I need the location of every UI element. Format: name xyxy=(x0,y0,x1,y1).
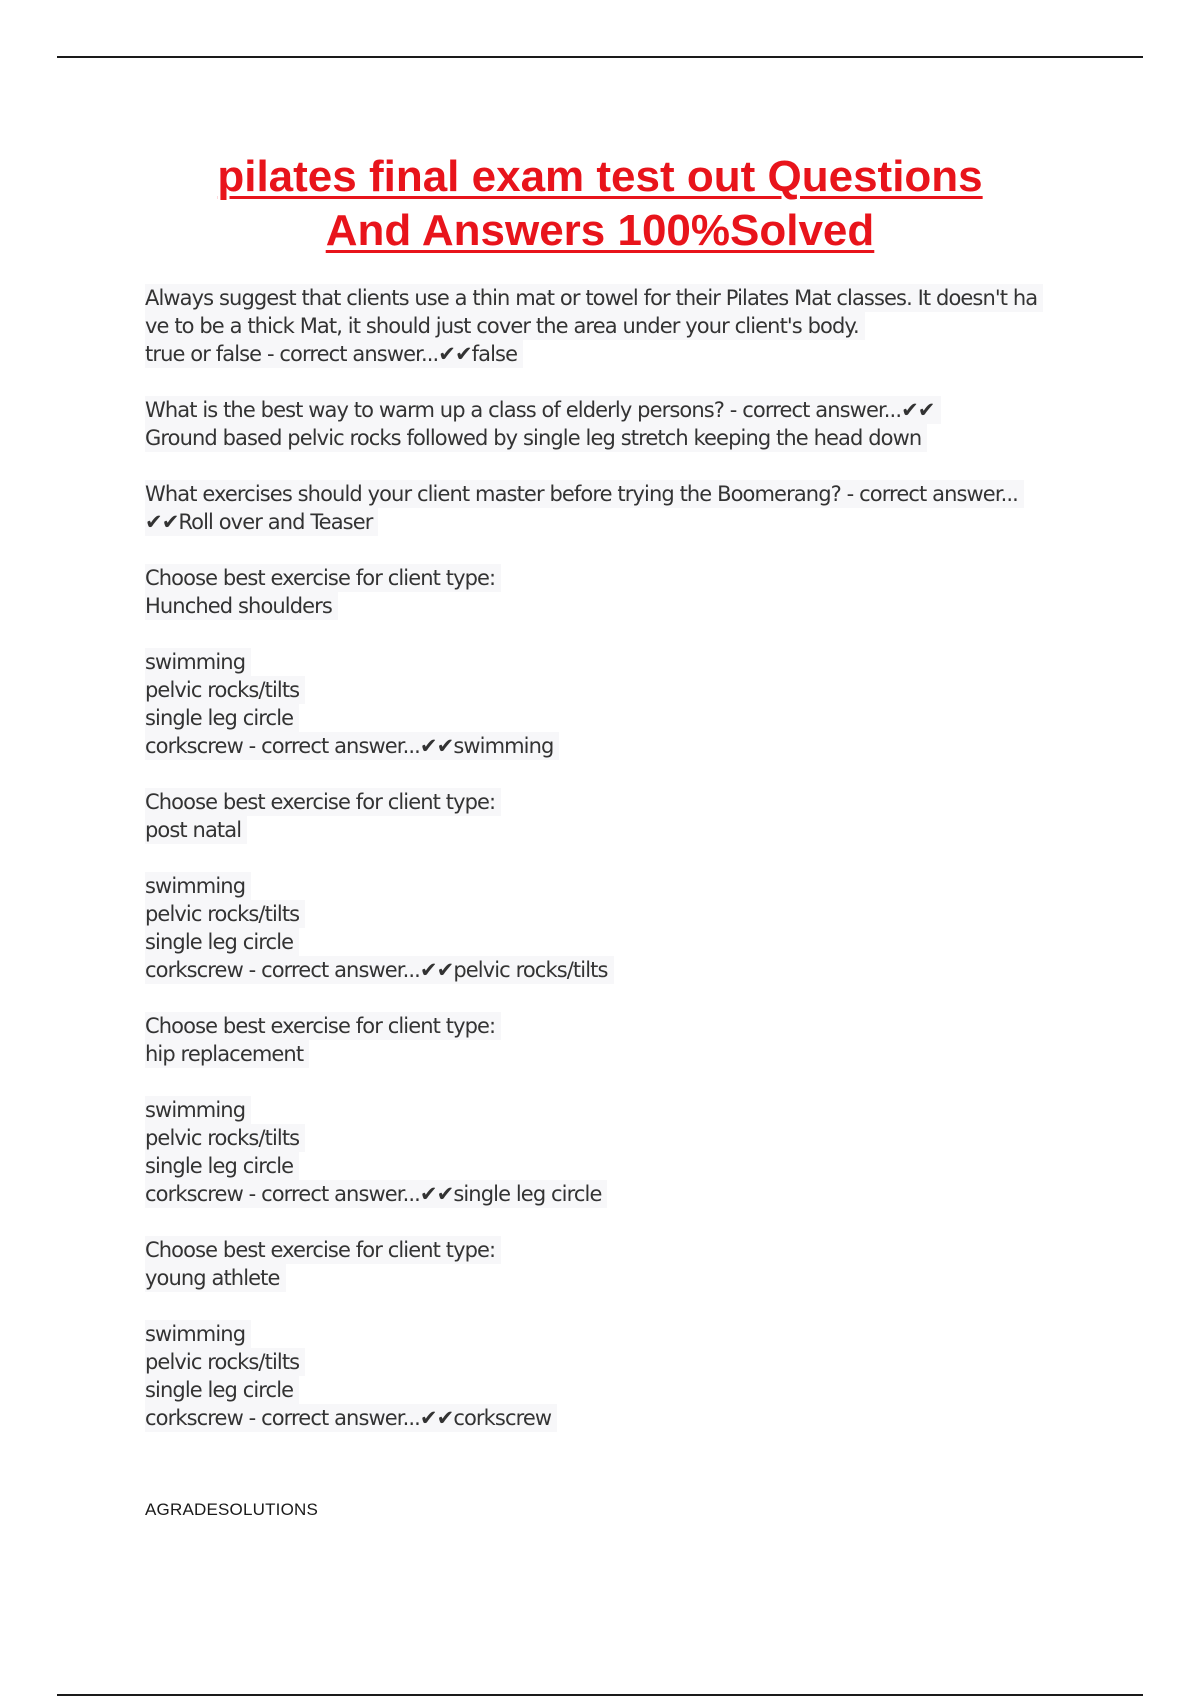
question-line: hip replacement xyxy=(145,1040,309,1068)
qa-item xyxy=(145,396,1095,452)
answer-options xyxy=(145,1096,1095,1208)
option-item: swimming xyxy=(145,872,251,900)
question-line: Choose best exercise for client type: xyxy=(145,564,501,592)
question-line: true or false - correct answer...✔✔false xyxy=(145,340,523,368)
qa-item xyxy=(145,564,1095,760)
question-text xyxy=(145,480,1095,536)
option-item: single leg circle xyxy=(145,704,299,732)
question-text xyxy=(145,564,1095,620)
answer-options xyxy=(145,872,1095,984)
question-line: ✔✔Roll over and Teaser xyxy=(145,508,378,536)
question-text xyxy=(145,396,1095,452)
question-line: young athlete xyxy=(145,1264,286,1292)
option-item: pelvic rocks/tilts xyxy=(145,900,305,928)
option-with-answer: corkscrew - correct answer...✔✔swimming xyxy=(145,732,559,760)
option-item: pelvic rocks/tilts xyxy=(145,676,305,704)
option-item: swimming xyxy=(145,648,251,676)
qa-item xyxy=(145,480,1095,536)
answer-options xyxy=(145,648,1095,760)
option-with-answer: corkscrew - correct answer...✔✔single leg circle xyxy=(145,1180,607,1208)
qa-item xyxy=(145,284,1095,368)
question-text xyxy=(145,284,1095,368)
question-line: post natal xyxy=(145,816,247,844)
option-item: single leg circle xyxy=(145,1152,299,1180)
option-with-answer: corkscrew - correct answer...✔✔corkscrew xyxy=(145,1404,557,1432)
question-line: What exercises should your client master before trying the Boomerang? - correct answer... xyxy=(145,480,1024,508)
header-rule xyxy=(57,56,1143,58)
option-item: single leg circle xyxy=(145,1376,299,1404)
answer-options xyxy=(145,1320,1095,1432)
option-item: pelvic rocks/tilts xyxy=(145,1124,305,1152)
option-item: pelvic rocks/tilts xyxy=(145,1348,305,1376)
question-line: Choose best exercise for client type: xyxy=(145,788,501,816)
question-text xyxy=(145,788,1095,844)
title-line-2: And Answers 100%Solved xyxy=(325,206,875,255)
qa-list xyxy=(145,284,1095,1460)
option-item: swimming xyxy=(145,1096,251,1124)
title-line-1: pilates final exam test out Questions xyxy=(217,152,983,201)
qa-item xyxy=(145,788,1095,984)
question-line: Choose best exercise for client type: xyxy=(145,1012,501,1040)
footer-rule xyxy=(57,1694,1143,1696)
question-line: Hunched shoulders xyxy=(145,592,338,620)
question-line: ve to be a thick Mat, it should just cover the area under your client's body. xyxy=(145,312,865,340)
question-line: Ground based pelvic rocks followed by single leg stretch keeping the head down xyxy=(145,424,927,452)
option-item: single leg circle xyxy=(145,928,299,956)
question-line: Always suggest that clients use a thin mat or towel for their Pilates Mat classes. It doesn't ha xyxy=(145,284,1043,312)
question-text xyxy=(145,1012,1095,1068)
option-with-answer: corkscrew - correct answer...✔✔pelvic rocks/tilts xyxy=(145,956,614,984)
qa-item xyxy=(145,1236,1095,1432)
question-text xyxy=(145,1236,1095,1292)
question-line: What is the best way to warm up a class of elderly persons? - correct answer...✔✔ xyxy=(145,396,941,424)
document-title xyxy=(100,150,1100,258)
question-line: Choose best exercise for client type: xyxy=(145,1236,501,1264)
qa-item xyxy=(145,1012,1095,1208)
option-item: swimming xyxy=(145,1320,251,1348)
footer-brand: AGRADESOLUTIONS xyxy=(145,1500,319,1519)
